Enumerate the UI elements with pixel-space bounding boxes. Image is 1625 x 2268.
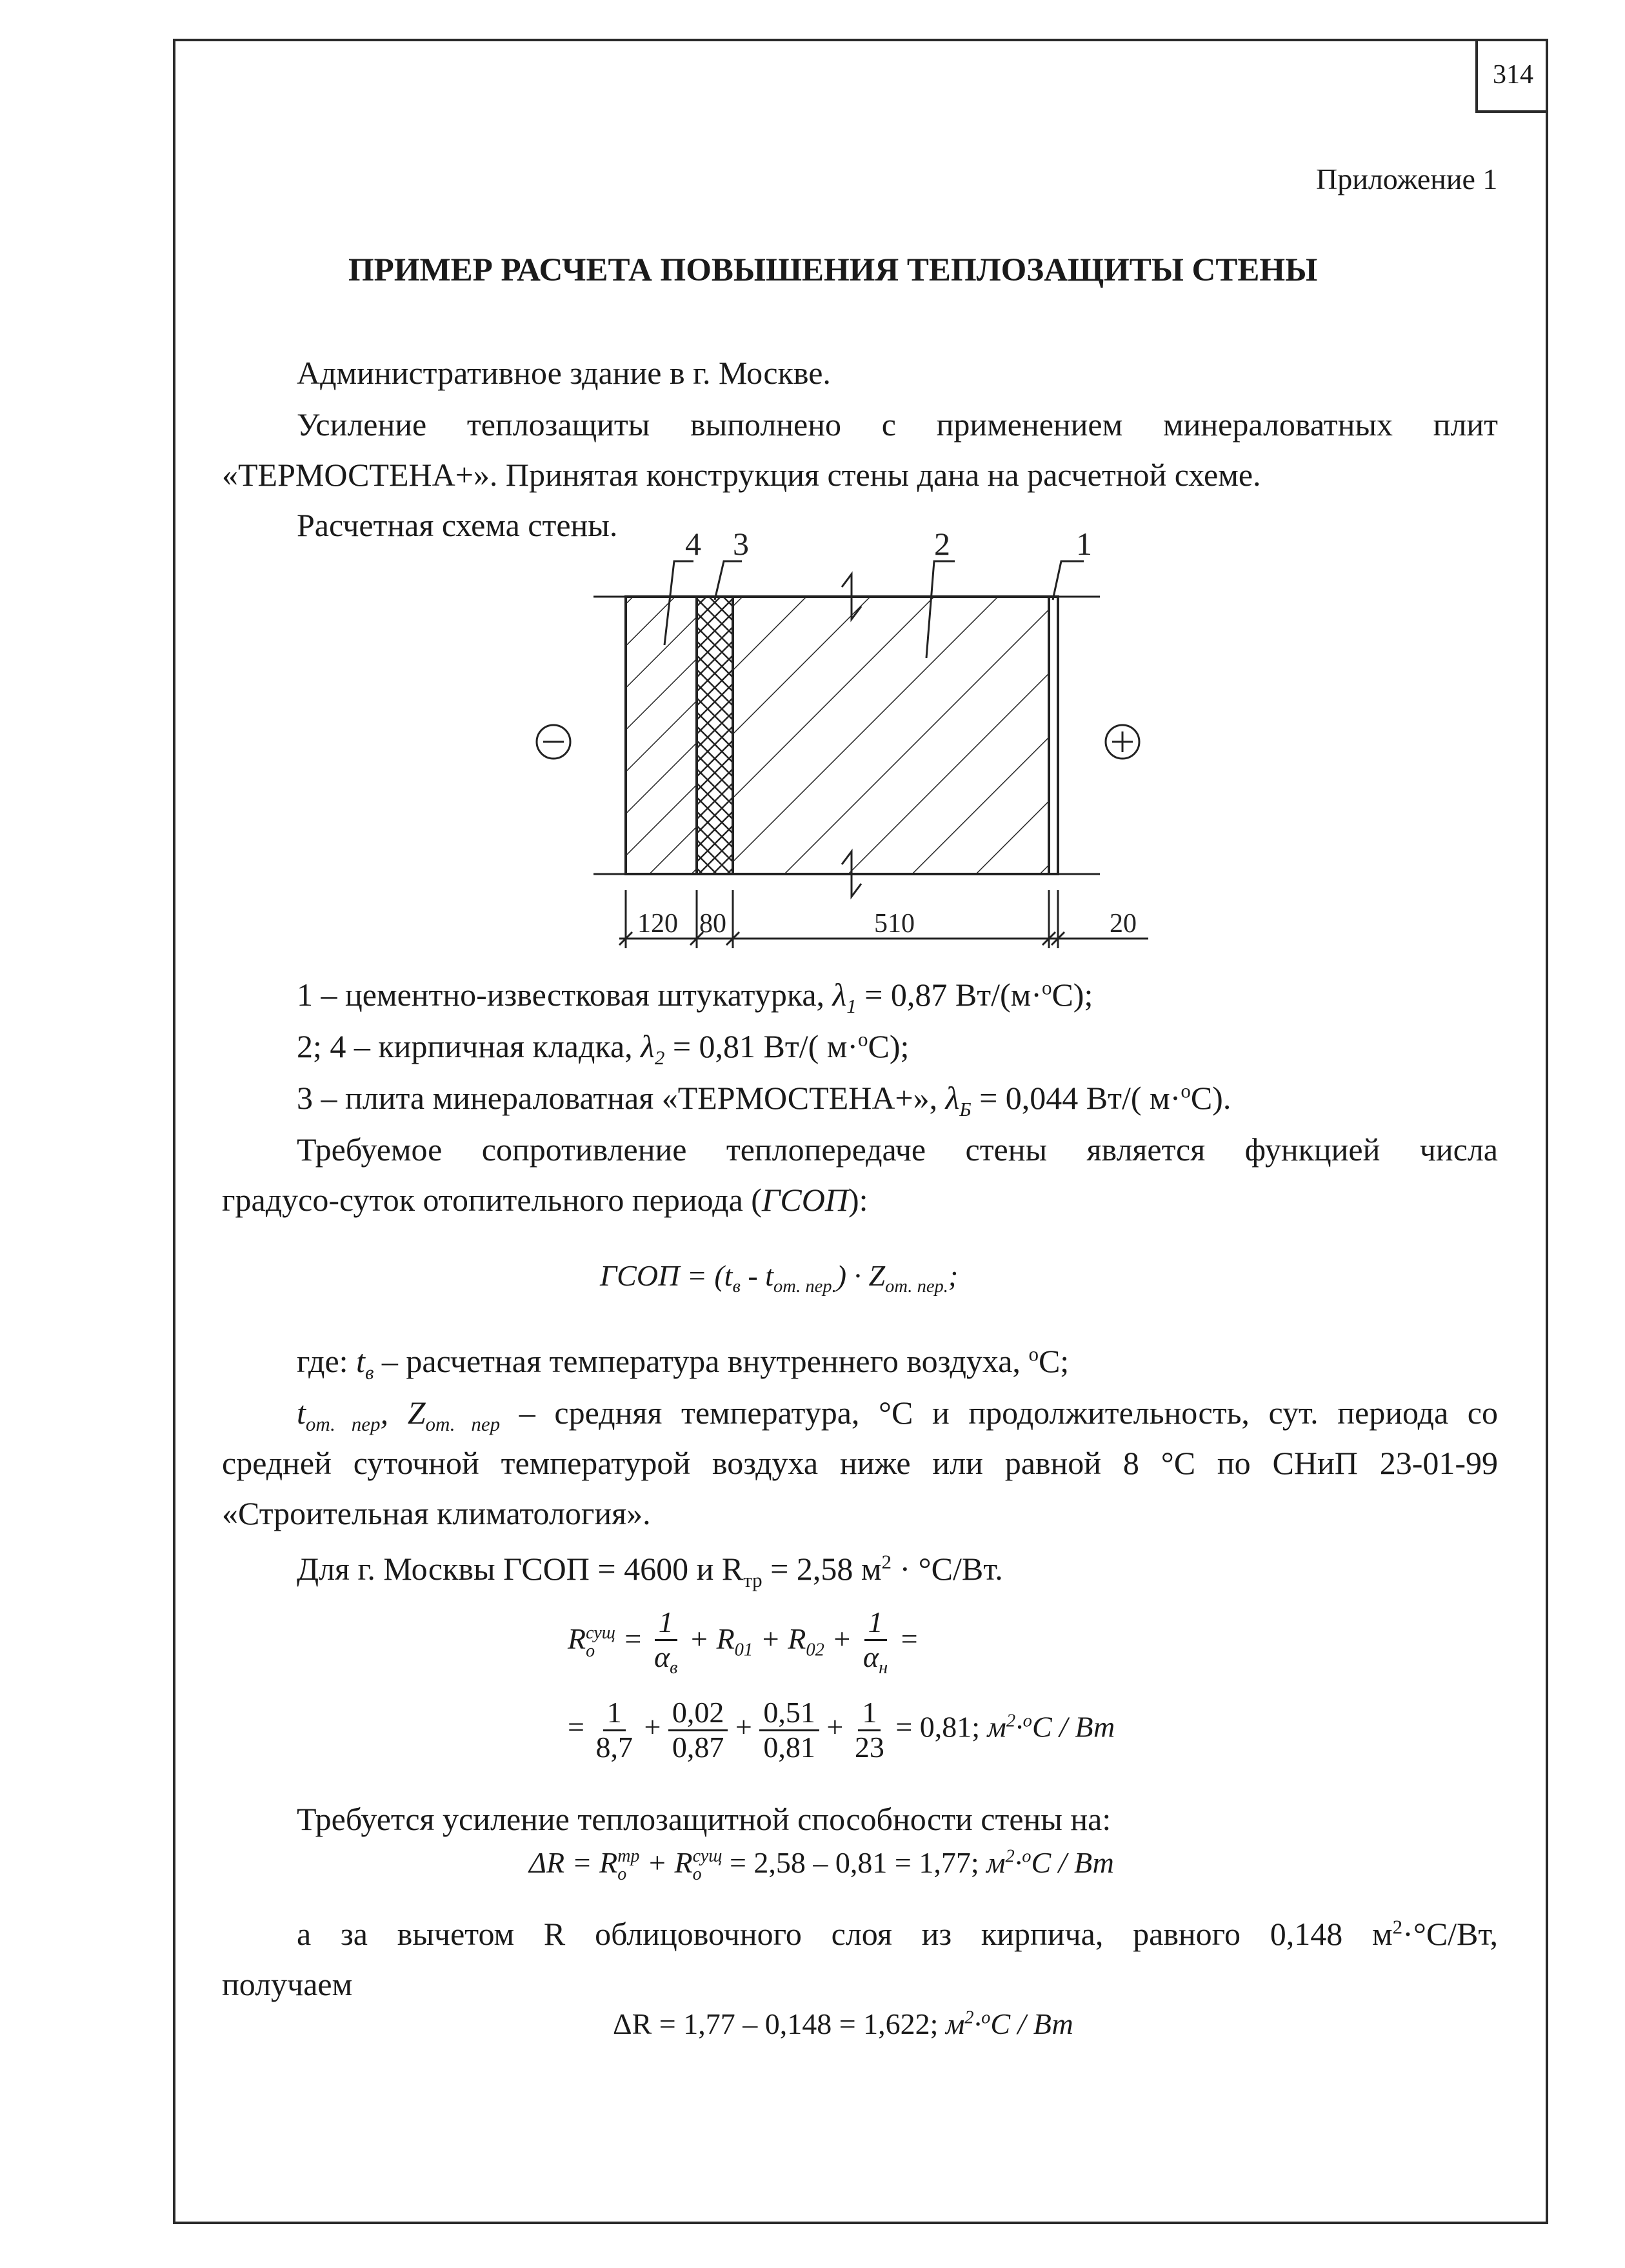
layer-label-1: 1 (1076, 526, 1092, 562)
paragraph-required-2: градусо-суток отопительного периода (ГСОП): (222, 1182, 868, 1218)
where-tz-3: «Строительная климатология». (222, 1495, 651, 1531)
paragraph-reinforcement-2: «ТЕРМОСТЕНА+». Принятая конструкция стены дана на расчетной схеме. (222, 457, 1261, 493)
legend-layer-1: 1 – цементно-известковая штукатурка, $\lambda_1 = 0,87$ Вт/(м·$^o$С); (297, 976, 1093, 1017)
scheme-label: Расчетная схема стены. (297, 507, 618, 543)
paragraph-deduct-2: получаем (222, 1966, 353, 2002)
layer-3-insulation (697, 597, 733, 874)
appendix-label: Приложение 1 (1316, 163, 1498, 195)
inside-plus-icon (1106, 725, 1139, 759)
layer-label-3: 3 (733, 526, 749, 562)
paragraph-increase: Требуется усиление теплозащитной способности стены на: (297, 1801, 1112, 1837)
paragraph-deduct-1: а за вычетом R облицовочного слоя из кирпича, равного 0,148 $м^2\cdot^\circ С/Вт$, (297, 1915, 1498, 1952)
dimension-20: 20 (1110, 909, 1137, 939)
dimension-120: 120 (637, 909, 678, 939)
where-tv: где: $t_в$ – расчетная температура внутреннего воздуха, $^o$С; (297, 1342, 1070, 1384)
formula-delta-r: ΔR = R тр о + R сущ о = 2,58 – 0,81 = 1,77; $м^2\cdot^оС$ / Вт (529, 1846, 1114, 1885)
where-tz-2: средней суточной температурой воздуха ниже или равной 8 °С по СНиП 23-01-99 (222, 1445, 1498, 1481)
wall-diagram (516, 503, 1174, 955)
legend-layer-2-4: 2; 4 – кирпичная кладка, $\lambda_2 = 0,81$ Вт/( м·$^o$С); (297, 1028, 910, 1069)
legend-layer-3: 3 – плита минераловатная «ТЕРМОСТЕНА+», $\lambda_Б = 0,044$ Вт/( м·$^o$С). (297, 1079, 1231, 1120)
paragraph-required-1: Требуемое сопротивление теплопередаче стены является функцией числа (297, 1131, 1498, 1168)
paragraph-reinforcement-1: Усиление теплозащиты выполнено с применением минераловатных плит (297, 406, 1498, 443)
formula-delta-r-final: ΔR = 1,77 – 0,148 = 1,622; $м^2\cdot^оС$ / Вт (613, 2007, 1073, 2040)
dimension-510: 510 (874, 909, 915, 939)
formula-gsop: ГСОП = $(t_в - t_{от. пер.}) \cdot Z_{от. пер.}$; (600, 1259, 959, 1297)
layer-label-2: 2 (934, 526, 950, 562)
where-tz-1: $t_{от. пер}$, $Z_{от. пер}$ – средняя температура, °С и продолжительность, сут. периода со (297, 1395, 1498, 1435)
layer-1-plaster (1049, 597, 1058, 874)
paragraph-building: Административное здание в г. Москве. (297, 355, 831, 391)
dimension-80: 80 (699, 909, 726, 939)
layer-2-brick (733, 597, 1049, 874)
moscow-values: Для г. Москвы ГСОП = 4600 и $R_{тр} = 2,58$ $м^2 \cdot ^\circ С/Вт$. (297, 1550, 1003, 1591)
layer-4-brick (626, 597, 697, 874)
layer-label-4: 4 (685, 526, 701, 562)
formula-r-existing: R сущ о = $\frac{1}{\alpha_в}$ + $R_{01} + R_{02}$ + $\frac{1}{\alpha_н}$ = (568, 1606, 919, 1678)
outside-minus-icon (537, 725, 570, 759)
page-title: ПРИМЕР РАСЧЕТА ПОВЫШЕНИЯ ТЕПЛОЗАЩИТЫ СТЕНЫ (348, 252, 1318, 288)
page-number: 314 (1475, 39, 1548, 113)
formula-r-existing-values: = $\frac{1}{8,7}$ + $\frac{0,02}{0,87}$ + $\frac{0,51}{0,81}$ + $\frac{1}{23}$ = 0,81; $м^2\cdot^оС$ / Вт (568, 1696, 1115, 1764)
